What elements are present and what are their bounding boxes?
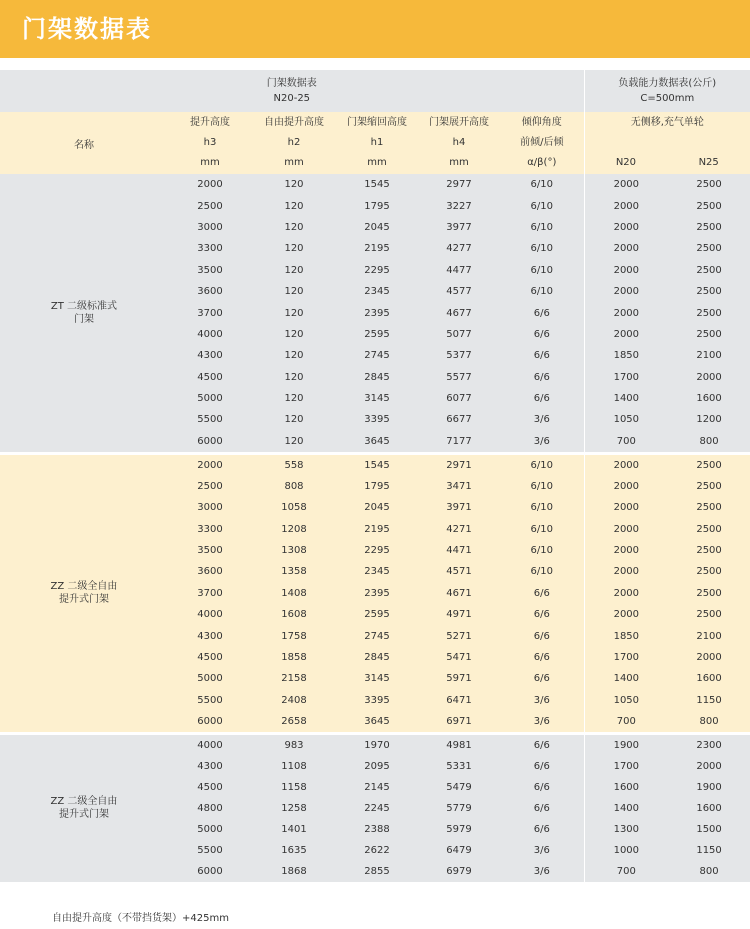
table-cell: 2500 xyxy=(668,281,750,302)
table-cell: 6/10 xyxy=(500,195,584,216)
table-cell: 2500 xyxy=(668,217,750,238)
table-cell: 120 xyxy=(252,409,336,430)
table-cell: 6/6 xyxy=(500,388,584,409)
table-cell: 1258 xyxy=(252,798,336,819)
table-cell: 3645 xyxy=(336,711,418,734)
table-cell: 120 xyxy=(252,260,336,281)
table-cell: 2145 xyxy=(336,777,418,798)
table-cell: 700 xyxy=(584,711,668,734)
table-row xyxy=(0,174,750,195)
load-table-subtitle: C=500mm xyxy=(640,93,695,104)
col-header-tilt: 倾仰角度 前倾/后倾 α/β(°) xyxy=(500,112,584,174)
table-cell: 5577 xyxy=(418,367,500,388)
table-cell: 1850 xyxy=(584,625,668,646)
table-cell: 4500 xyxy=(168,367,252,388)
table-cell: 2000 xyxy=(584,281,668,302)
mast-type-name: ZT 二级标准式 门架 xyxy=(0,174,168,453)
table-cell: 6/10 xyxy=(500,238,584,259)
table-cell: 6/10 xyxy=(500,497,584,518)
table-cell: 6000 xyxy=(168,431,252,454)
table-cell: 5779 xyxy=(418,798,500,819)
table-cell: 1308 xyxy=(252,540,336,561)
table-cell: 4677 xyxy=(418,302,500,323)
table-cell: 3500 xyxy=(168,260,252,281)
table-cell: 2855 xyxy=(336,861,418,882)
table-cell: 5000 xyxy=(168,388,252,409)
load-table-title: 负载能力数据表(公斤) xyxy=(618,78,717,89)
table-cell: 1795 xyxy=(336,195,418,216)
table-cell: 120 xyxy=(252,388,336,409)
table-cell: 2295 xyxy=(336,540,418,561)
table-cell: 2000 xyxy=(584,453,668,476)
table-cell: 2500 xyxy=(668,324,750,345)
table-cell: 2622 xyxy=(336,840,418,861)
table-cell: 1900 xyxy=(584,733,668,756)
table-cell: 3395 xyxy=(336,409,418,430)
table-body xyxy=(0,174,750,882)
table-cell: 2000 xyxy=(584,174,668,195)
table-cell: 1758 xyxy=(252,625,336,646)
table-cell: 1208 xyxy=(252,518,336,539)
table-cell: 6/10 xyxy=(500,453,584,476)
table-cell: 6/10 xyxy=(500,476,584,497)
table-cell: 2000 xyxy=(584,260,668,281)
table-cell: 6/6 xyxy=(500,367,584,388)
table-cell: 4471 xyxy=(418,540,500,561)
table-cell: 120 xyxy=(252,238,336,259)
col-header-h3: 提升高度 h3 mm xyxy=(168,112,252,174)
table-cell: 3145 xyxy=(336,668,418,689)
table-cell: 2977 xyxy=(418,174,500,195)
table-cell: 2500 xyxy=(668,604,750,625)
table-cell: 2000 xyxy=(584,302,668,323)
table-cell: 1150 xyxy=(668,840,750,861)
table-cell: 1850 xyxy=(584,345,668,366)
table-cell: 2745 xyxy=(336,345,418,366)
table-cell: 3600 xyxy=(168,281,252,302)
table-cell: 800 xyxy=(668,431,750,454)
table-cell: 120 xyxy=(252,281,336,302)
table-cell: 1400 xyxy=(584,668,668,689)
table-cell: 5077 xyxy=(418,324,500,345)
table-cell: 3645 xyxy=(336,431,418,454)
table-cell: 3500 xyxy=(168,540,252,561)
table-cell: 1970 xyxy=(336,733,418,756)
header-row-top xyxy=(0,70,750,112)
table-cell: 800 xyxy=(668,861,750,882)
table-cell: 1150 xyxy=(668,690,750,711)
table-cell: 6/6 xyxy=(500,733,584,756)
table-cell: 5271 xyxy=(418,625,500,646)
table-cell: 2000 xyxy=(668,756,750,777)
table-cell: 2845 xyxy=(336,647,418,668)
table-cell: 3700 xyxy=(168,302,252,323)
table-cell: 2045 xyxy=(336,497,418,518)
table-cell: 2195 xyxy=(336,238,418,259)
table-cell: 6971 xyxy=(418,711,500,734)
table-cell: 3/6 xyxy=(500,861,584,882)
table-cell: 1600 xyxy=(584,777,668,798)
table-cell: 3/6 xyxy=(500,690,584,711)
table-cell: 6471 xyxy=(418,690,500,711)
table-cell: 2408 xyxy=(252,690,336,711)
table-cell: 3145 xyxy=(336,388,418,409)
table-cell: 3/6 xyxy=(500,711,584,734)
table-cell: 1545 xyxy=(336,453,418,476)
table-cell: 1635 xyxy=(252,840,336,861)
table-cell: 2000 xyxy=(584,324,668,345)
table-cell: 700 xyxy=(584,431,668,454)
table-cell: 2500 xyxy=(668,302,750,323)
table-cell: 1300 xyxy=(584,819,668,840)
table-cell: 1608 xyxy=(252,604,336,625)
load-table-title-cell xyxy=(584,70,750,112)
table-cell: 120 xyxy=(252,217,336,238)
table-cell: 2000 xyxy=(668,647,750,668)
table-cell: 2000 xyxy=(168,174,252,195)
table-cell: 120 xyxy=(252,324,336,345)
table-cell: 6/6 xyxy=(500,668,584,689)
table-cell: 2745 xyxy=(336,625,418,646)
table-cell: 2500 xyxy=(168,195,252,216)
name-header: 名称 xyxy=(0,112,168,174)
col-header-h4: 门架展开高度 h4 mm xyxy=(418,112,500,174)
table-cell: 1600 xyxy=(668,798,750,819)
table-cell: 2500 xyxy=(668,260,750,281)
table-cell: 4500 xyxy=(168,777,252,798)
mast-table-title: 门架数据表 xyxy=(266,78,317,89)
table-cell: 6/10 xyxy=(500,217,584,238)
mast-data-table-container xyxy=(0,70,750,882)
table-cell: 1158 xyxy=(252,777,336,798)
col-header-load: 无侧移,充气单轮 N20 N25 xyxy=(584,112,750,174)
table-cell: 2095 xyxy=(336,756,418,777)
table-cell: 2000 xyxy=(584,217,668,238)
table-cell: 5971 xyxy=(418,668,500,689)
table-cell: 5377 xyxy=(418,345,500,366)
table-cell: 6/6 xyxy=(500,604,584,625)
table-cell: 4500 xyxy=(168,647,252,668)
table-cell: 2000 xyxy=(168,453,252,476)
table-cell: 1400 xyxy=(584,798,668,819)
table-cell: 2100 xyxy=(668,345,750,366)
table-cell: 3300 xyxy=(168,238,252,259)
table-cell: 4271 xyxy=(418,518,500,539)
table-cell: 6/10 xyxy=(500,260,584,281)
table-cell: 120 xyxy=(252,367,336,388)
table-cell: 6/6 xyxy=(500,345,584,366)
table-cell: 800 xyxy=(668,711,750,734)
table-cell: 1500 xyxy=(668,819,750,840)
table-cell: 6/6 xyxy=(500,647,584,668)
table-cell: 6/6 xyxy=(500,583,584,604)
table-cell: 6/6 xyxy=(500,819,584,840)
table-cell: 6/6 xyxy=(500,324,584,345)
table-cell: 2595 xyxy=(336,324,418,345)
table-cell: 120 xyxy=(252,174,336,195)
table-cell: 5500 xyxy=(168,409,252,430)
table-cell: 4971 xyxy=(418,604,500,625)
table-cell: 6000 xyxy=(168,711,252,734)
table-cell: 1900 xyxy=(668,777,750,798)
table-cell: 6979 xyxy=(418,861,500,882)
table-cell: 1058 xyxy=(252,497,336,518)
table-cell: 2500 xyxy=(668,540,750,561)
table-cell: 5000 xyxy=(168,668,252,689)
table-cell: 4800 xyxy=(168,798,252,819)
col-header-h2: 自由提升高度 h2 mm xyxy=(252,112,336,174)
mast-table-title-cell xyxy=(0,70,584,112)
table-cell: 6/6 xyxy=(500,625,584,646)
table-cell: 1050 xyxy=(584,690,668,711)
table-cell: 6/10 xyxy=(500,540,584,561)
table-cell: 4981 xyxy=(418,733,500,756)
table-cell: 2500 xyxy=(668,195,750,216)
table-cell: 4671 xyxy=(418,583,500,604)
table-cell: 2395 xyxy=(336,583,418,604)
table-cell: 6677 xyxy=(418,409,500,430)
table-cell: 6077 xyxy=(418,388,500,409)
table-cell: 3700 xyxy=(168,583,252,604)
load-model-n20: N20 xyxy=(615,157,637,168)
table-cell: 2345 xyxy=(336,281,418,302)
table-cell: 2000 xyxy=(584,195,668,216)
table-cell: 3/6 xyxy=(500,431,584,454)
table-cell: 2000 xyxy=(584,497,668,518)
table-cell: 2500 xyxy=(668,518,750,539)
table-cell: 2295 xyxy=(336,260,418,281)
table-cell: 1600 xyxy=(668,668,750,689)
table-cell: 700 xyxy=(584,861,668,882)
table-cell: 2245 xyxy=(336,798,418,819)
table-cell: 1868 xyxy=(252,861,336,882)
table-cell: 1401 xyxy=(252,819,336,840)
table-cell: 2000 xyxy=(584,476,668,497)
table-cell: 2000 xyxy=(584,583,668,604)
table-cell: 2045 xyxy=(336,217,418,238)
table-cell: 2000 xyxy=(584,604,668,625)
table-cell: 2000 xyxy=(584,238,668,259)
mast-data-table xyxy=(0,70,750,882)
table-cell: 4300 xyxy=(168,625,252,646)
table-cell: 558 xyxy=(252,453,336,476)
table-cell: 5479 xyxy=(418,777,500,798)
table-cell: 1000 xyxy=(584,840,668,861)
table-cell: 3000 xyxy=(168,217,252,238)
mast-type-name: ZZ 二级全自由 提升式门架 xyxy=(0,733,168,882)
table-cell: 1700 xyxy=(584,756,668,777)
table-cell: 3600 xyxy=(168,561,252,582)
table-cell: 3/6 xyxy=(500,409,584,430)
table-cell: 120 xyxy=(252,195,336,216)
table-cell: 2195 xyxy=(336,518,418,539)
table-cell: 4300 xyxy=(168,345,252,366)
table-cell: 3471 xyxy=(418,476,500,497)
table-cell: 6/10 xyxy=(500,561,584,582)
table-cell: 3/6 xyxy=(500,840,584,861)
table-cell: 5500 xyxy=(168,840,252,861)
table-cell: 2500 xyxy=(668,238,750,259)
table-cell: 2388 xyxy=(336,819,418,840)
load-model-n25: N25 xyxy=(698,157,719,168)
header-row-columns xyxy=(0,112,750,174)
table-cell: 7177 xyxy=(418,431,500,454)
table-cell: 3395 xyxy=(336,690,418,711)
table-cell: 4000 xyxy=(168,604,252,625)
table-cell: 1050 xyxy=(584,409,668,430)
table-cell: 2000 xyxy=(584,518,668,539)
table-cell: 2158 xyxy=(252,668,336,689)
table-cell: 2345 xyxy=(336,561,418,582)
table-cell: 2395 xyxy=(336,302,418,323)
table-cell: 2595 xyxy=(336,604,418,625)
table-cell: 2300 xyxy=(668,733,750,756)
table-cell: 4000 xyxy=(168,324,252,345)
table-cell: 1108 xyxy=(252,756,336,777)
table-cell: 3227 xyxy=(418,195,500,216)
table-cell: 2658 xyxy=(252,711,336,734)
table-cell: 5000 xyxy=(168,819,252,840)
table-cell: 6/6 xyxy=(500,798,584,819)
table-cell: 2845 xyxy=(336,367,418,388)
table-cell: 1358 xyxy=(252,561,336,582)
table-row xyxy=(0,453,750,476)
table-cell: 120 xyxy=(252,345,336,366)
table-cell: 6479 xyxy=(418,840,500,861)
table-cell: 2500 xyxy=(168,476,252,497)
table-cell: 1858 xyxy=(252,647,336,668)
table-cell: 2000 xyxy=(584,561,668,582)
table-cell: 5331 xyxy=(418,756,500,777)
table-cell: 3971 xyxy=(418,497,500,518)
mast-type-name: ZZ 二级全自由 提升式门架 xyxy=(0,453,168,733)
page-title: 门架数据表 xyxy=(22,15,152,43)
table-cell: 2971 xyxy=(418,453,500,476)
mast-table-subtitle: N20-25 xyxy=(273,93,311,104)
table-cell: 6/10 xyxy=(500,281,584,302)
table-cell: 2000 xyxy=(584,540,668,561)
table-cell: 1545 xyxy=(336,174,418,195)
table-cell: 1400 xyxy=(584,388,668,409)
table-cell: 983 xyxy=(252,733,336,756)
table-cell: 5471 xyxy=(418,647,500,668)
table-cell: 4000 xyxy=(168,733,252,756)
table-cell: 4477 xyxy=(418,260,500,281)
table-cell: 2500 xyxy=(668,561,750,582)
table-cell: 3000 xyxy=(168,497,252,518)
table-cell: 120 xyxy=(252,431,336,454)
table-cell: 6000 xyxy=(168,861,252,882)
table-cell: 5500 xyxy=(168,690,252,711)
table-cell: 2500 xyxy=(668,583,750,604)
table-cell: 2000 xyxy=(668,367,750,388)
table-row xyxy=(0,733,750,756)
table-cell: 4577 xyxy=(418,281,500,302)
table-cell: 2500 xyxy=(668,453,750,476)
table-cell: 4300 xyxy=(168,756,252,777)
table-cell: 3977 xyxy=(418,217,500,238)
table-cell: 6/6 xyxy=(500,777,584,798)
footnote: 自由提升高度（不带挡货架）+425mm xyxy=(52,913,229,924)
table-cell: 1408 xyxy=(252,583,336,604)
table-cell: 2100 xyxy=(668,625,750,646)
title-banner xyxy=(0,0,750,58)
col-header-h1: 门架缩回高度 h1 mm xyxy=(336,112,418,174)
table-cell: 4277 xyxy=(418,238,500,259)
table-cell: 808 xyxy=(252,476,336,497)
table-cell: 6/6 xyxy=(500,302,584,323)
table-cell: 2500 xyxy=(668,174,750,195)
table-cell: 1700 xyxy=(584,647,668,668)
table-cell: 4571 xyxy=(418,561,500,582)
table-cell: 1200 xyxy=(668,409,750,430)
table-cell: 3300 xyxy=(168,518,252,539)
table-cell: 1600 xyxy=(668,388,750,409)
table-cell: 2500 xyxy=(668,497,750,518)
table-cell: 6/10 xyxy=(500,518,584,539)
table-cell: 120 xyxy=(252,302,336,323)
table-cell: 5979 xyxy=(418,819,500,840)
table-cell: 2500 xyxy=(668,476,750,497)
table-cell: 1700 xyxy=(584,367,668,388)
table-cell: 1795 xyxy=(336,476,418,497)
table-cell: 6/6 xyxy=(500,756,584,777)
table-cell: 6/10 xyxy=(500,174,584,195)
